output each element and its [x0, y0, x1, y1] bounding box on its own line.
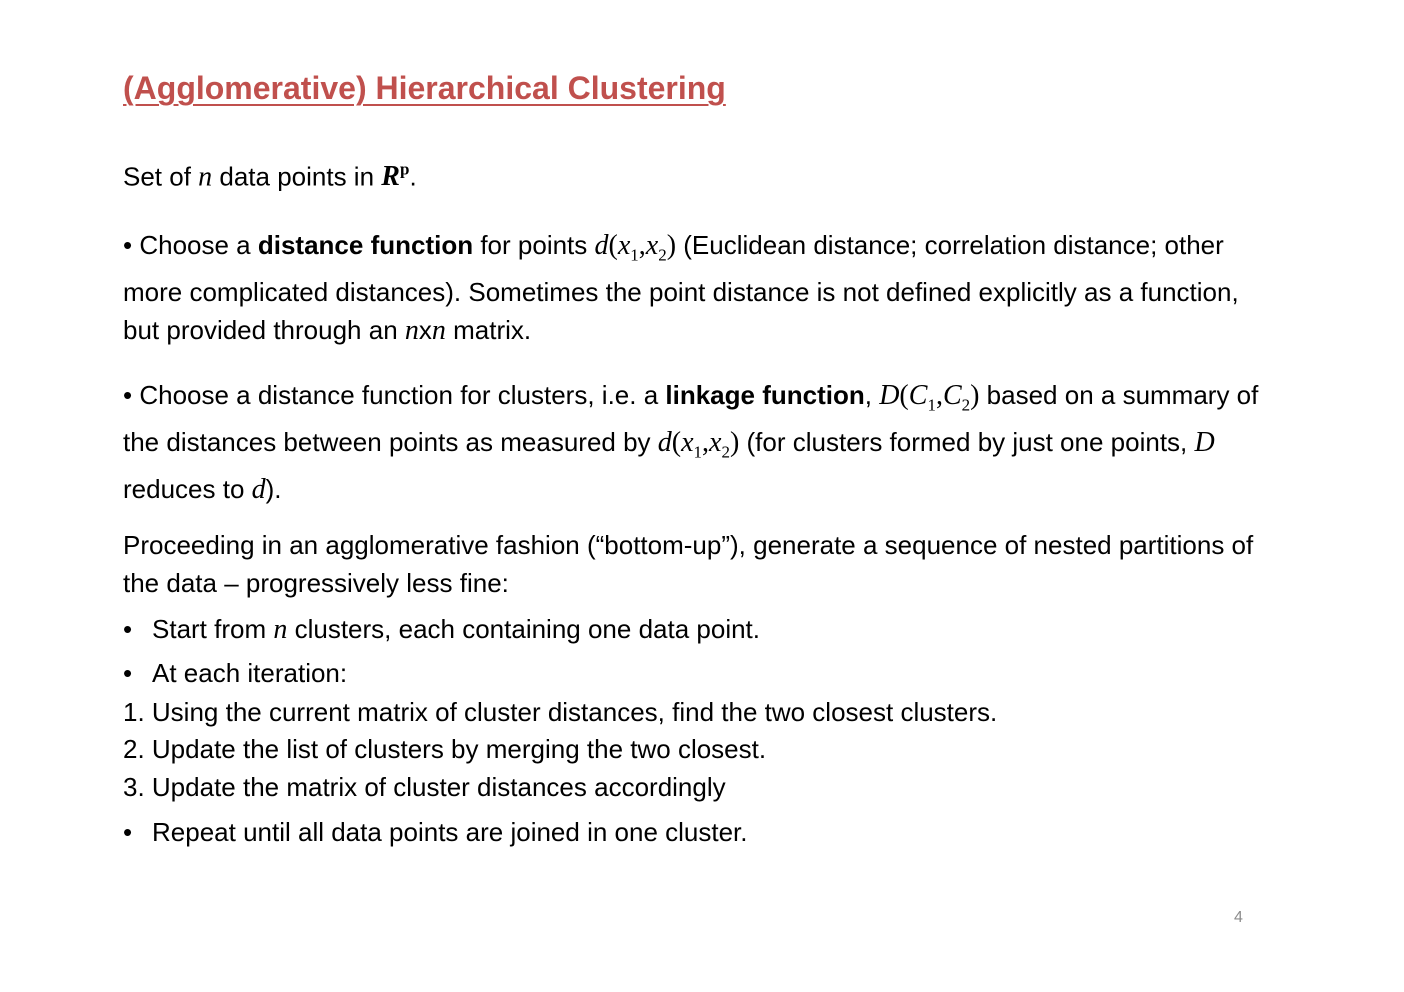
p2-text-4: reduces to: [123, 474, 252, 505]
math-real-space: [381, 161, 409, 192]
math-comma: ,: [702, 427, 710, 459]
math-D2: D: [1194, 427, 1215, 459]
math-n: n: [273, 614, 288, 645]
p2-text-1: ,: [864, 380, 880, 410]
math-x2: x: [709, 427, 722, 459]
step-3: 3. Update the matrix of cluster distances accordingly: [123, 772, 726, 802]
math-D-C1-C2: [879, 380, 980, 415]
p2-bold-term: linkage function: [665, 380, 865, 410]
math-sub-1: 1: [693, 442, 703, 462]
math-d-x1-x2: [594, 230, 677, 265]
math-sub-1: 1: [630, 245, 639, 265]
math-comma: ,: [935, 380, 943, 411]
bullet-dot-icon: •: [123, 658, 133, 688]
math-C: C: [908, 380, 928, 411]
math-C2: C: [942, 380, 962, 411]
math-sub-1: 1: [927, 395, 936, 415]
list-item-text: Repeat until all data points are joined in one cluster.: [152, 817, 748, 847]
intro-text-2: data points in: [212, 161, 382, 192]
math-paren-open: (: [671, 427, 682, 459]
p1-bold-term: distance function: [257, 230, 474, 260]
intro-text-3: .: [409, 161, 417, 192]
intro-paragraph: [123, 151, 1273, 196]
step-1: 1. Using the current matrix of cluster distances, find the two closest clusters.: [123, 697, 998, 727]
math-x2: x: [645, 230, 659, 261]
math-paren-open: (: [608, 230, 618, 261]
list-item: [123, 655, 347, 693]
math-paren-close: ): [970, 380, 980, 411]
bullet-dot-icon: •: [123, 817, 133, 847]
math-n: n: [198, 161, 213, 193]
list-item: [123, 814, 748, 852]
math-x: x: [681, 427, 694, 459]
math-d2: d: [251, 474, 266, 506]
math-d: d: [657, 427, 672, 459]
list-item: [123, 611, 760, 649]
p2-bullet-text: • Choose a distance function for clusters, i.e. a: [123, 380, 666, 410]
linkage-function-paragraph: [123, 377, 1273, 509]
math-n2: n: [431, 314, 446, 346]
p1-text-2: (Euclidean distance; correlation distance; other more complicated distances). Sometimes the point distance is not defined explicitly as a function, but provided through an: [123, 230, 1239, 345]
bullet-dot-icon: •: [123, 614, 133, 644]
list-item-text-1: Start from: [152, 614, 274, 644]
list-item-text-2: clusters, each containing one data point.: [287, 614, 761, 644]
math-sub-2: 2: [721, 442, 730, 462]
math-R: R: [381, 161, 400, 193]
math-d-x1-x2: [657, 427, 740, 462]
math-sub-2: 2: [658, 245, 667, 265]
math-D: D: [879, 380, 900, 411]
math-n1: n: [404, 314, 419, 346]
math-paren-close: ): [666, 230, 677, 261]
math-comma: ,: [638, 230, 646, 261]
math-sub-2: 2: [961, 395, 971, 415]
p2-text-3: (for clusters formed by just one points,: [739, 427, 1195, 458]
math-x: x: [617, 230, 631, 261]
list-item-text: At each iteration:: [152, 658, 348, 688]
math-p: p: [399, 160, 410, 179]
math-paren-close: ): [729, 427, 740, 459]
p2-text-5: ).: [265, 474, 282, 505]
p1-bullet-text: • Choose a: [123, 230, 258, 260]
p1-text-3: matrix.: [445, 314, 532, 345]
page-number: 4: [1234, 909, 1243, 926]
intro-text-1: Set of: [123, 161, 199, 192]
p1-text-1: for points: [473, 230, 595, 260]
math-d: d: [594, 230, 609, 261]
agglomerative-paragraph: Proceeding in an agglomerative fashion (“bottom-up”), generate a sequence of nested partitions of the data – progressively less fine:: [123, 530, 1254, 598]
distance-function-paragraph: [123, 227, 1273, 349]
slide-title: (Agglomerative) Hierarchical Clustering: [123, 70, 726, 106]
p2-text-2: based on a summary of the distances between points as measured by: [123, 380, 1259, 458]
math-x-times: x: [418, 314, 432, 345]
math-paren-open: (: [899, 380, 909, 411]
step-2: 2. Update the list of clusters by merging the two closest.: [123, 734, 767, 764]
